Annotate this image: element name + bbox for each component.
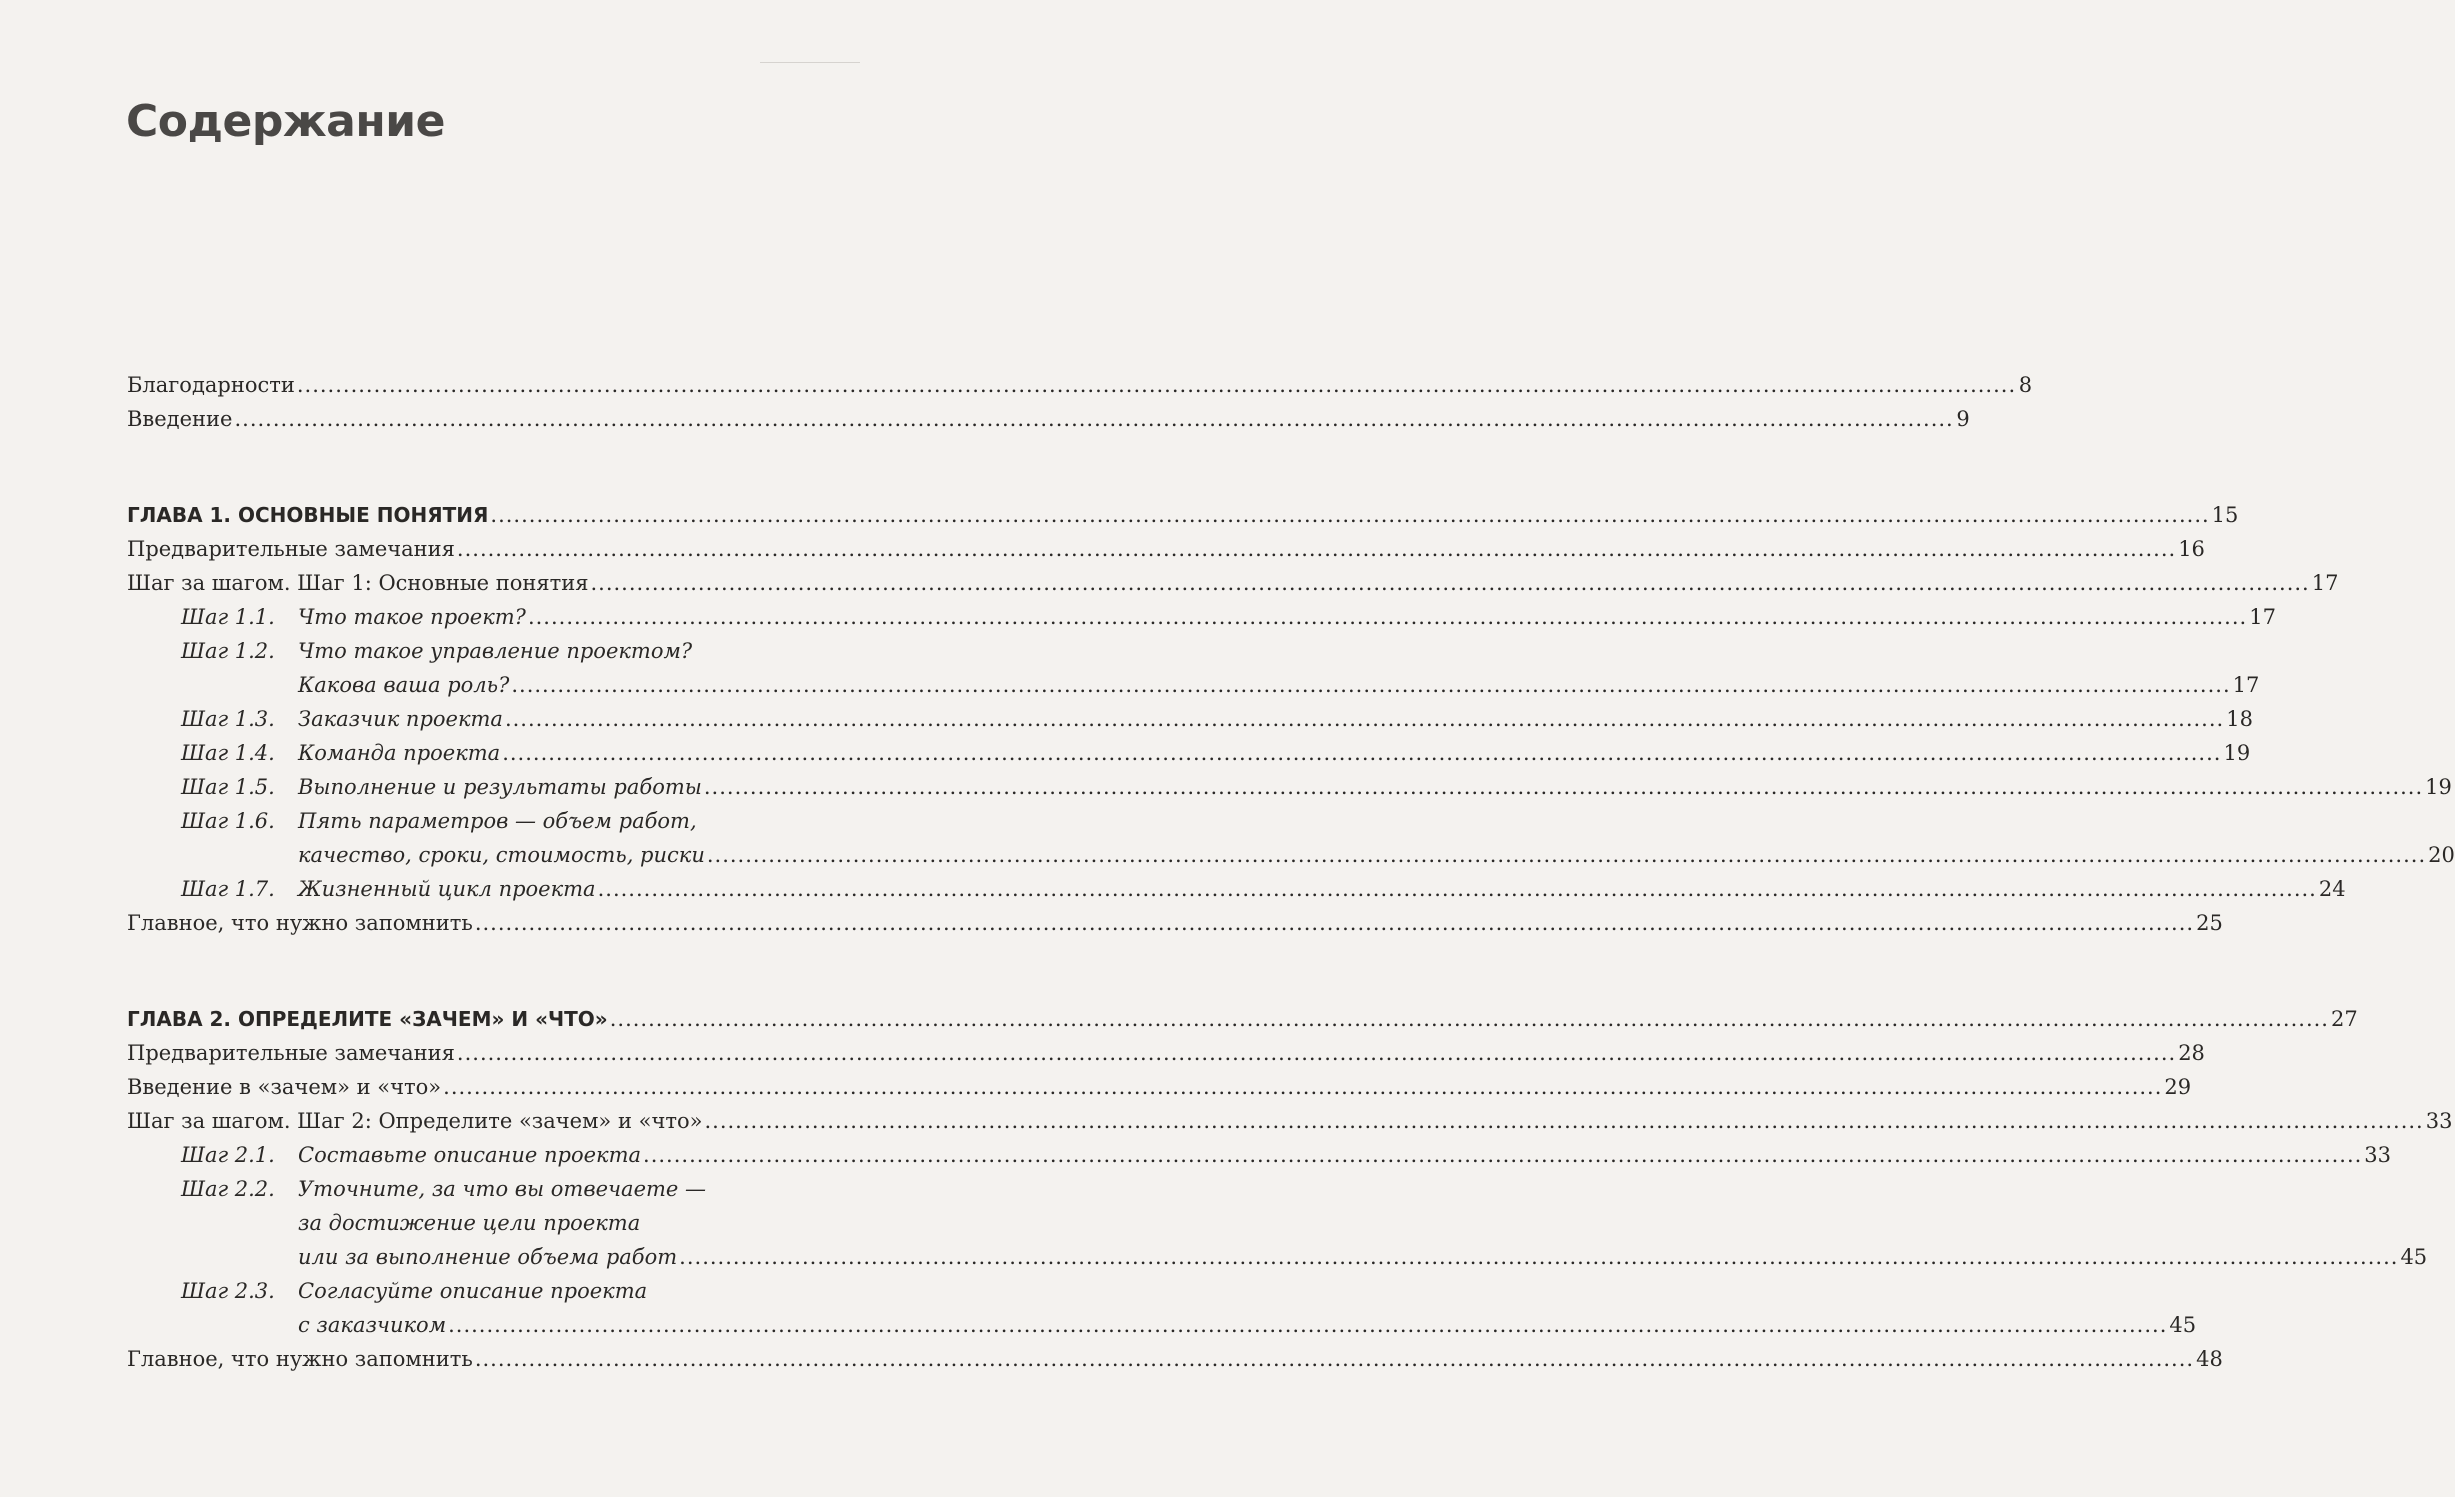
toc-page-number: 45 — [2400, 1245, 2428, 1269]
step-text: Что такое проект? — [298, 605, 526, 629]
table-of-contents — [127, 368, 2455, 1376]
toc-entry[interactable] — [127, 1036, 2205, 1070]
leader-dots — [457, 1036, 2176, 1070]
step-text: Что такое управление проектом? — [298, 639, 693, 663]
step-entry[interactable] — [127, 770, 2452, 804]
toc-entry[interactable] — [127, 1104, 2453, 1138]
section-gap — [127, 940, 815, 1002]
front-matter — [127, 368, 2033, 436]
toc-page-number: 17 — [2311, 571, 2339, 595]
step-number: Шаг 1.4. — [181, 741, 275, 765]
toc-page-number: 16 — [2178, 537, 2205, 561]
step-entry[interactable] — [127, 736, 2251, 770]
toc-entry[interactable] — [127, 1070, 2192, 1104]
toc-entry[interactable] — [127, 1342, 2223, 1376]
toc-entry-text: Благодарности — [127, 373, 295, 397]
toc-entry-text: Предварительные замечания — [127, 537, 455, 561]
step-number: Шаг 2.3. — [181, 1279, 275, 1303]
section-gap — [127, 436, 815, 498]
step-number: Шаг 2.2. — [181, 1177, 275, 1201]
leader-dots — [598, 872, 2317, 906]
toc-entry-text: Шаг за шагом. Шаг 1: Основные понятия — [127, 571, 589, 595]
step-entry[interactable] — [127, 1274, 815, 1308]
step-number: Шаг 1.5. — [181, 775, 275, 799]
page-title: Содержание — [126, 96, 445, 147]
step-entry[interactable] — [127, 702, 2253, 736]
leader-dots — [475, 906, 2194, 940]
toc-page-number: 15 — [2211, 503, 2239, 527]
step-entry-continuation[interactable] — [127, 668, 2260, 702]
toc-page-number: 18 — [2226, 707, 2253, 731]
toc-entry-text: Главное, что нужно запомнить — [127, 911, 473, 935]
leader-dots — [490, 498, 2209, 532]
toc-entry[interactable] — [127, 402, 1970, 436]
step-text: за достижение цели проекта — [298, 1211, 641, 1235]
step-entry-continuation[interactable] — [127, 838, 2455, 872]
toc-page-number: 19 — [2425, 775, 2452, 799]
step-text: Пять параметров — объем работ, — [298, 809, 697, 833]
leader-dots — [643, 1138, 2362, 1172]
chapter-title: ГЛАВА 1. ОСНОВНЫЕ ПОНЯТИЯ — [127, 503, 489, 527]
toc-page-number: 48 — [2196, 1347, 2223, 1371]
toc-entry[interactable] — [127, 368, 2033, 402]
chapter-2 — [127, 1002, 2453, 1376]
leader-dots — [443, 1070, 2162, 1104]
leader-dots — [704, 1104, 2423, 1138]
step-entry-continuation[interactable] — [127, 1206, 815, 1240]
step-text: Команда проекта — [298, 741, 501, 765]
toc-page-number: 45 — [2169, 1313, 2197, 1337]
chapter-title: ГЛАВА 2. ОПРЕДЕЛИТЕ «ЗАЧЕМ» И «ЧТО» — [127, 1007, 608, 1031]
toc-page-number: 24 — [2318, 877, 2346, 901]
step-number: Шаг 1.2. — [181, 639, 275, 663]
leader-dots — [679, 1240, 2398, 1274]
step-text: Согласуйте описание проекта — [298, 1279, 648, 1303]
step-entry[interactable] — [127, 600, 2276, 634]
step-text: Заказчик проекта — [298, 707, 503, 731]
leader-dots — [528, 600, 2247, 634]
toc-entry[interactable] — [127, 566, 2339, 600]
toc-page-number: 17 — [2249, 605, 2276, 629]
step-entry[interactable] — [127, 634, 815, 668]
step-text: Жизненный цикл проекта — [298, 877, 596, 901]
step-entry-continuation[interactable] — [127, 1240, 2428, 1274]
step-number: Шаг 2.1. — [181, 1143, 275, 1167]
step-entry[interactable] — [127, 872, 2346, 906]
toc-entry[interactable] — [127, 532, 2205, 566]
leader-dots — [590, 566, 2309, 600]
chapter-heading[interactable] — [127, 498, 2239, 532]
toc-page-number: 8 — [2018, 373, 2033, 397]
step-text: с заказчиком — [298, 1313, 447, 1337]
bleed-through-line — [760, 62, 860, 67]
step-number: Шаг 1.6. — [181, 809, 275, 833]
step-text: Уточните, за что вы отвечаете — — [298, 1177, 707, 1201]
leader-dots — [707, 838, 2426, 872]
toc-entry-text: Предварительные замечания — [127, 1041, 455, 1065]
step-entry-continuation[interactable] — [127, 1308, 2197, 1342]
step-number: Шаг 1.3. — [181, 707, 275, 731]
step-number: Шаг 1.1. — [181, 605, 275, 629]
leader-dots — [505, 702, 2224, 736]
toc-page-number: 33 — [2364, 1143, 2392, 1167]
leader-dots — [448, 1308, 2167, 1342]
step-text: качество, сроки, стоимость, риски — [298, 843, 705, 867]
toc-page-number: 33 — [2425, 1109, 2453, 1133]
leader-dots — [475, 1342, 2194, 1376]
toc-entry-text: Введение в «зачем» и «что» — [127, 1075, 442, 1099]
step-text: Какова ваша роль? — [298, 673, 510, 697]
toc-page-number: 25 — [2196, 911, 2223, 935]
toc-entry-text: Главное, что нужно запомнить — [127, 1347, 473, 1371]
step-entry[interactable] — [127, 1138, 2392, 1172]
leader-dots — [610, 1002, 2329, 1036]
toc-entry-text: Шаг за шагом. Шаг 2: Определите «зачем» и «что» — [127, 1109, 703, 1133]
toc-page-number: 20 — [2428, 843, 2455, 867]
leader-dots — [704, 770, 2423, 804]
step-entry[interactable] — [127, 1172, 815, 1206]
toc-page-number: 29 — [2164, 1075, 2192, 1099]
step-text: Составьте описание проекта — [298, 1143, 642, 1167]
step-text: или за выполнение объема работ — [298, 1245, 678, 1269]
chapter-1 — [127, 498, 2455, 940]
leader-dots — [297, 368, 2016, 402]
toc-page-number: 27 — [2330, 1007, 2358, 1031]
step-entry[interactable] — [127, 804, 815, 838]
step-number: Шаг 1.7. — [181, 877, 275, 901]
step-text: Выполнение и результаты работы — [298, 775, 702, 799]
toc-page-number: 9 — [1956, 407, 1970, 431]
leader-dots — [234, 402, 1953, 436]
toc-entry[interactable] — [127, 906, 2223, 940]
toc-page-number: 19 — [2223, 741, 2251, 765]
leader-dots — [502, 736, 2221, 770]
chapter-heading[interactable] — [127, 1002, 2358, 1036]
leader-dots — [511, 668, 2230, 702]
leader-dots — [457, 532, 2176, 566]
toc-page-number: 28 — [2178, 1041, 2205, 1065]
toc-page-number: 17 — [2232, 673, 2260, 697]
toc-entry-text: Введение — [127, 407, 233, 431]
